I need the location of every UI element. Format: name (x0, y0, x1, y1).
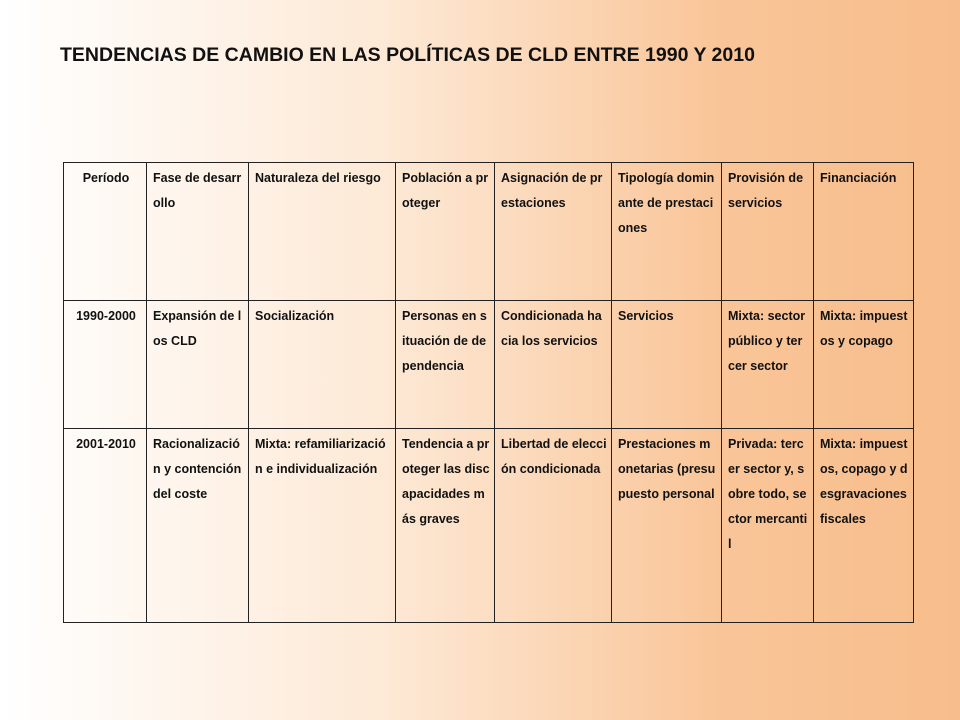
header-cell: Fase de desarrollo (147, 163, 249, 301)
header-cell: Asignación de prestaciones (495, 163, 612, 301)
table-cell: Servicios (612, 301, 722, 429)
table-cell: Mixta: impuestos y copago (814, 301, 914, 429)
header-cell: Naturaleza del riesgo (249, 163, 396, 301)
table-cell: Personas en situación de dependencia (396, 301, 495, 429)
table-row (64, 429, 914, 623)
table-row (64, 301, 914, 429)
header-cell: Población a proteger (396, 163, 495, 301)
table-cell: Mixta: refamiliarización e individualización (249, 429, 396, 623)
table-cell: Mixta: sector público y tercer sector (722, 301, 814, 429)
table-cell: 2001-2010 (64, 429, 147, 623)
table-cell: Expansión de los CLD (147, 301, 249, 429)
page-title: TENDENCIAS DE CAMBIO EN LAS POLÍTICAS DE CLD ENTRE 1990 Y 2010 (60, 44, 755, 66)
table-header-row (64, 163, 914, 301)
header-cell: Tipología dominante de prestaciones (612, 163, 722, 301)
header-cell: Financiación (814, 163, 914, 301)
table-cell: Tendencia a proteger las discapacidades más graves (396, 429, 495, 623)
header-cell: Provisión de servicios (722, 163, 814, 301)
table-cell: Socialización (249, 301, 396, 429)
table-cell: Mixta: impuestos, copago y desgravaciones fiscales (814, 429, 914, 623)
policy-trends-table (63, 162, 914, 623)
table-cell: Racionalización y contención del coste (147, 429, 249, 623)
table-cell: Libertad de elección condicionada (495, 429, 612, 623)
table-cell: 1990-2000 (64, 301, 147, 429)
table-cell: Privada: tercer sector y, sobre todo, sector mercantil (722, 429, 814, 623)
table-cell: Prestaciones monetarias (presupuesto personal (612, 429, 722, 623)
header-cell: Período (64, 163, 147, 301)
table-cell: Condicionada hacia los servicios (495, 301, 612, 429)
